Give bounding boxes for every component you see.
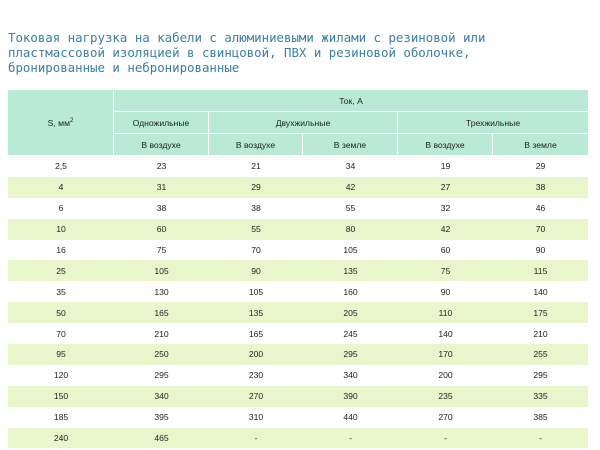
value-cell: 42 [303, 177, 398, 198]
section-cell: 16 [8, 240, 114, 261]
value-cell: 245 [303, 323, 398, 344]
table-row [8, 386, 588, 407]
group-header-double: Двухжильные [209, 112, 398, 134]
value-cell: 80 [303, 219, 398, 240]
value-cell: 105 [209, 281, 303, 302]
value-cell: 205 [303, 302, 398, 323]
section-cell: 10 [8, 219, 114, 240]
table-row [8, 156, 588, 177]
title-line: Токовая нагрузка на кабели с алюминиевыми жилами с резиновой или [8, 30, 486, 45]
page-title [8, 30, 588, 75]
title-line: бронированные и небронированные [8, 60, 240, 75]
subheader-air: В воздухе [398, 134, 493, 156]
value-cell: - [398, 428, 493, 449]
value-cell: 32 [398, 198, 493, 219]
value-cell: 60 [114, 219, 209, 240]
value-cell: 55 [303, 198, 398, 219]
value-cell: 135 [303, 260, 398, 281]
value-cell: 270 [209, 386, 303, 407]
value-cell: 385 [493, 407, 588, 428]
section-cell: 25 [8, 260, 114, 281]
value-cell: 465 [114, 428, 209, 449]
section-cell: 120 [8, 365, 114, 386]
table-row [8, 302, 588, 323]
section-header [8, 90, 114, 156]
value-cell: 38 [209, 198, 303, 219]
title-line: пластмассовой изоляцией в свинцовой, ПВХ и резиновой оболочке, [8, 45, 471, 60]
current-header: Ток, А [114, 90, 588, 112]
value-cell: 160 [303, 281, 398, 302]
table-row [8, 260, 588, 281]
value-cell: 34 [303, 156, 398, 177]
value-cell: 250 [114, 344, 209, 365]
subheader-ground: В земле [303, 134, 398, 156]
section-cell: 95 [8, 344, 114, 365]
value-cell: 21 [209, 156, 303, 177]
current-load-table [8, 90, 588, 448]
value-cell: 130 [114, 281, 209, 302]
value-cell: 90 [493, 240, 588, 261]
value-cell: 200 [209, 344, 303, 365]
table-row [8, 198, 588, 219]
section-cell: 35 [8, 281, 114, 302]
group-header-single: Одножильные [114, 112, 209, 134]
value-cell: 210 [493, 323, 588, 344]
value-cell: 60 [398, 240, 493, 261]
value-cell: 395 [114, 407, 209, 428]
value-cell: 165 [209, 323, 303, 344]
value-cell: 165 [114, 302, 209, 323]
table-row [8, 177, 588, 198]
value-cell: - [209, 428, 303, 449]
section-cell: 2,5 [8, 156, 114, 177]
value-cell: 140 [398, 323, 493, 344]
table-row [8, 240, 588, 261]
value-cell: 295 [114, 365, 209, 386]
value-cell: 27 [398, 177, 493, 198]
value-cell: 295 [303, 344, 398, 365]
section-cell: 50 [8, 302, 114, 323]
table-header [8, 90, 588, 156]
group-header-triple: Трехжильные [398, 112, 588, 134]
value-cell: - [303, 428, 398, 449]
section-cell: 150 [8, 386, 114, 407]
section-sup: 2 [69, 117, 74, 124]
value-cell: 38 [493, 177, 588, 198]
value-cell: 42 [398, 219, 493, 240]
subheader-air: В воздухе [209, 134, 303, 156]
section-cell: 70 [8, 323, 114, 344]
value-cell: 55 [209, 219, 303, 240]
value-cell: 295 [493, 365, 588, 386]
value-cell: 70 [493, 219, 588, 240]
value-cell: 175 [493, 302, 588, 323]
value-cell: 170 [398, 344, 493, 365]
value-cell: 340 [114, 386, 209, 407]
value-cell: 335 [493, 386, 588, 407]
table-row [8, 344, 588, 365]
value-cell: 19 [398, 156, 493, 177]
value-cell: 210 [114, 323, 209, 344]
value-cell: 75 [114, 240, 209, 261]
value-cell: 270 [398, 407, 493, 428]
table-row [8, 219, 588, 240]
value-cell: 46 [493, 198, 588, 219]
value-cell: 255 [493, 344, 588, 365]
value-cell: 115 [493, 260, 588, 281]
section-cell: 240 [8, 428, 114, 449]
section-cell: 4 [8, 177, 114, 198]
section-cell: 6 [8, 198, 114, 219]
value-cell: 440 [303, 407, 398, 428]
value-cell: 105 [303, 240, 398, 261]
value-cell: 23 [114, 156, 209, 177]
subheader-air: В воздухе [114, 134, 209, 156]
value-cell: 38 [114, 198, 209, 219]
table-row [8, 323, 588, 344]
value-cell: 235 [398, 386, 493, 407]
table-row [8, 407, 588, 428]
value-cell: - [493, 428, 588, 449]
value-cell: 135 [209, 302, 303, 323]
value-cell: 310 [209, 407, 303, 428]
value-cell: 390 [303, 386, 398, 407]
value-cell: 31 [114, 177, 209, 198]
value-cell: 105 [114, 260, 209, 281]
value-cell: 110 [398, 302, 493, 323]
table-row [8, 281, 588, 302]
table-body [8, 156, 588, 448]
value-cell: 90 [398, 281, 493, 302]
subheader-ground: В земле [493, 134, 588, 156]
value-cell: 90 [209, 260, 303, 281]
value-cell: 340 [303, 365, 398, 386]
value-cell: 29 [209, 177, 303, 198]
value-cell: 75 [398, 260, 493, 281]
value-cell: 230 [209, 365, 303, 386]
section-cell: 185 [8, 407, 114, 428]
value-cell: 29 [493, 156, 588, 177]
section-label: S, мм [47, 117, 70, 128]
value-cell: 140 [493, 281, 588, 302]
table-row [8, 428, 588, 449]
value-cell: 70 [209, 240, 303, 261]
table-row [8, 365, 588, 386]
value-cell: 200 [398, 365, 493, 386]
